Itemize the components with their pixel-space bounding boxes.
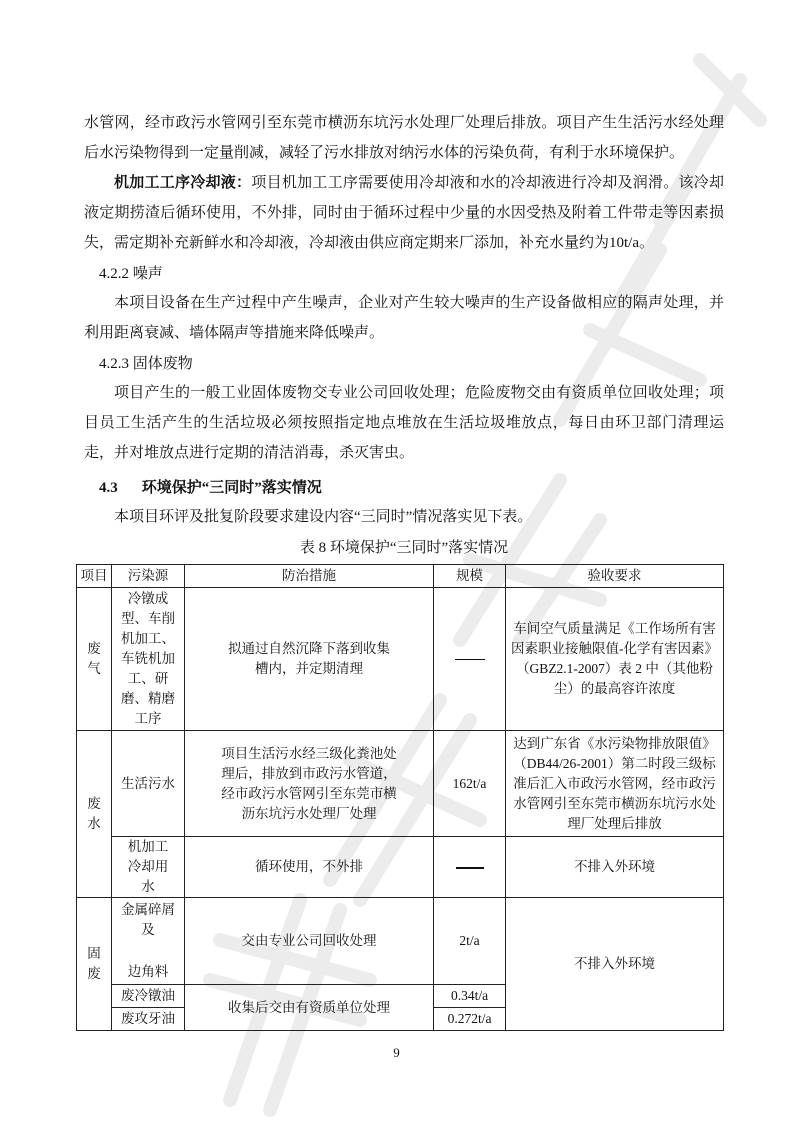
source-cell: 废冷镦油	[112, 985, 185, 1008]
table-row	[77, 898, 724, 985]
header-cell: 防治措施	[185, 565, 434, 588]
source-cell: 冷镦成型、车削机加工、车铣机加工、研磨、精磨工序	[112, 588, 185, 731]
dash	[456, 867, 484, 869]
paragraph-noise: 本项目设备在生产过程中产生噪声，企业对产生较大噪声的生产设备做相应的隔声处理，并利用距离衰减、墙体隔声等措施来降低噪声。	[84, 295, 724, 341]
scale-cell	[434, 588, 506, 731]
source-cell: 生活污水	[112, 731, 185, 837]
heading-4-2-2: 4.2.2 噪声	[99, 266, 163, 282]
coolant-label: 机加工工序冷却液：	[114, 175, 252, 191]
heading-number: 4.3	[99, 480, 118, 496]
three-simultaneous-table	[76, 564, 724, 1031]
source-line: 边角料	[127, 964, 169, 979]
category-cell: 废气	[77, 588, 112, 731]
heading-4-2-3: 4.2.3 固体废物	[99, 356, 193, 372]
measure-cell: 循环使用，不外排	[185, 837, 434, 898]
source-cell: 机加工冷却用水	[112, 837, 185, 898]
table-header-row	[77, 565, 724, 588]
measure-cell: 拟通过自然沉降下落到收集槽内，并定期清理	[185, 588, 434, 731]
scale-cell: 0.272t/a	[434, 1008, 506, 1031]
header-cell: 规模	[434, 565, 506, 588]
coolant-text: 项目机加工工序需要使用冷却液和水的冷却液进行冷却及润滑。该冷却液定期捞渣后循环使用，不外排，同时由于循环过程中少量的水因受热及附着工件带走等因素损失，需定期补充新鲜水和冷却液，冷却液由供应商定期来厂添加，补充水量约为10t/a。	[84, 175, 724, 251]
table-row	[77, 731, 724, 837]
scale-cell: 2t/a	[434, 898, 506, 985]
measure-cell: 收集后交由有资质单位处理	[185, 985, 434, 1031]
heading-text: 环境保护“三同时”落实情况	[141, 480, 322, 496]
paragraph-wastewater: 水管网，经市政污水管网引至东莞市横沥东坑污水处理厂处理后排放。项目产生生活污水经处理后水污染物得到一定量削减，减轻了污水排放对纳污水体的污染负荷，有利于水环境保护。	[84, 115, 724, 161]
requirement-cell: 不排入外环境	[506, 837, 724, 898]
table-caption: 表 8 环境保护“三同时”落实情况	[299, 540, 509, 556]
source-cell	[112, 898, 185, 985]
category-cell: 固废	[77, 898, 112, 1031]
header-cell: 污染源	[112, 565, 185, 588]
table-row	[77, 837, 724, 898]
source-line: 金属碎屑及	[121, 902, 175, 937]
source-cell: 废攻牙油	[112, 1008, 185, 1031]
requirement-cell: 不排入外环境	[506, 898, 724, 1031]
heading-4-3	[99, 478, 724, 498]
requirement-cell: 达到广东省《水污染物排放限值》（DB44/26-2001）第二时段三级标准后汇入市政污水管网，经市政污水管网引至东莞市横沥东坑污水处理厂处理后排放	[506, 731, 724, 837]
scale-cell	[434, 837, 506, 898]
paragraph-coolant	[84, 168, 724, 258]
scale-cell: 162t/a	[434, 731, 506, 837]
measure-cell: 项目生活污水经三级化粪池处理后，排放到市政污水管道，经市政污水管网引至东莞市横沥东坑污水处理厂处理	[185, 731, 434, 837]
requirement-cell: 车间空气质量满足《工作场所有害因素职业接触限值-化学有害因素》（GBZ2.1-2007）表 2 中（其他粉尘）的最高容许浓度	[506, 588, 724, 731]
header-cell: 验收要求	[506, 565, 724, 588]
paragraph-table-intro: 本项目环评及批复阶段要求建设内容“三同时”情况落实见下表。	[114, 509, 533, 525]
table-row	[77, 588, 724, 731]
page-number: 9	[393, 1045, 400, 1060]
dash	[455, 659, 485, 660]
paragraph-solid-waste: 项目产生的一般工业固体废物交专业公司回收处理；危险废物交由有资质单位回收处理；项目员工生活产生的生活垃圾必须按照指定地点堆放在生活垃圾堆放点，每日由环卫部门清理运走，并对堆放点进行定期的清洁消毒，杀灭害虫。	[84, 385, 724, 461]
header-cell: 项目	[77, 565, 112, 588]
scale-cell: 0.34t/a	[434, 985, 506, 1008]
category-cell: 废水	[77, 731, 112, 898]
measure-cell: 交由专业公司回收处理	[185, 898, 434, 985]
